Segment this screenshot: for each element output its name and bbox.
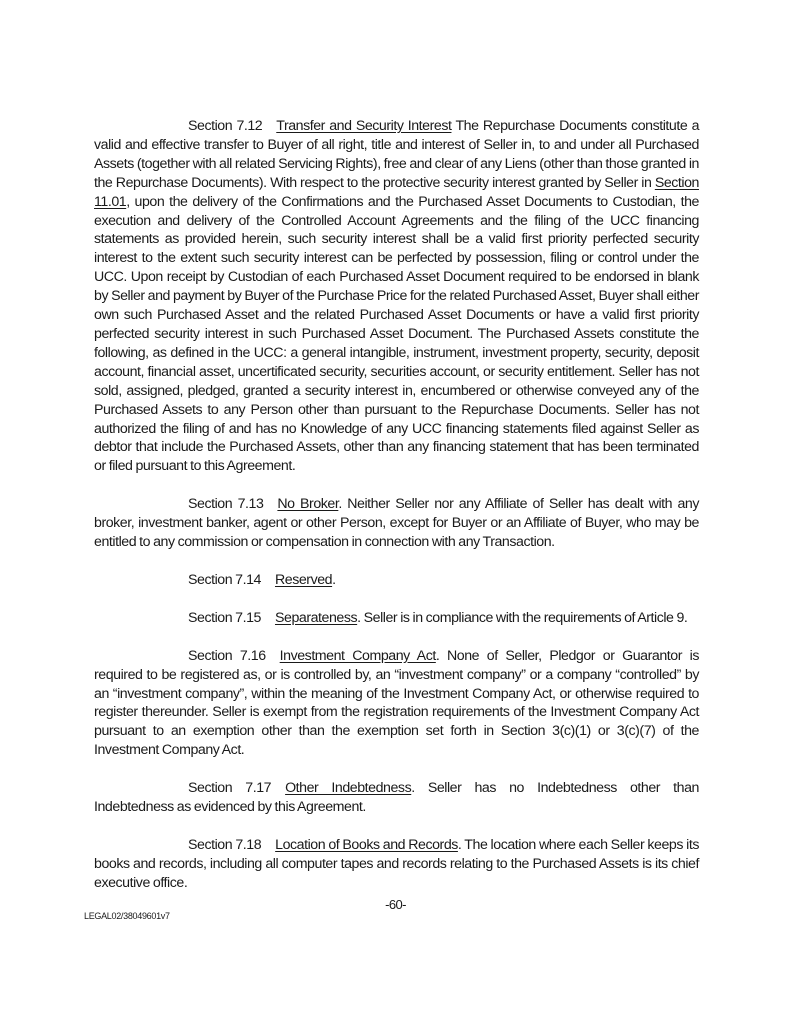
page-number: -60-	[385, 897, 406, 912]
section-text: . Neither Seller nor any Affiliate of Seller has dealt with any broker, investment banker, agent or other Person, except for Buyer or an Affiliate of Buyer, who may be entitled to any commission or compensation in connection with any Transaction.	[94, 496, 699, 551]
section-text: The Repurchase Documents constitute a valid and effective transfer to Buyer of all right, title and interest of Seller in, to and under all Purchased Assets (together with all related Servicing Rights), free and clear of any Liens (other than those granted in the Repurchase Documents). With respect to the protective security interest granted by Seller in	[94, 118, 700, 191]
section-number: Section 7.14	[188, 571, 261, 588]
section-7-13	[94, 495, 699, 552]
section-7-14	[94, 571, 699, 590]
section-heading: No Broker	[277, 496, 339, 513]
section-heading: Transfer and Security Interest	[276, 118, 452, 134]
section-number: Section 7.18	[188, 837, 262, 853]
section-number: Section 7.13	[188, 496, 264, 513]
section-number: Section 7.17	[188, 780, 272, 797]
section-text: . Seller is in compliance with the requirements of Article 9.	[357, 609, 688, 626]
section-text: , upon the delivery of the Confirmations and the Purchased Asset Documents to Custodian, the execution and delivery of the Controlled Account Agreements and the filing of the UCC financing statements as provided herein, such security interest shall be a valid first priority perfected security interest to the extent such security interest can be perfected by possession, filing or control under the UCC. Upon receipt by Custodian of each Purchased Asset Document required to be endorsed in blank by Seller and payment by Buyer of the Purchase Price for the related Purchased Asset, Buyer shall either own such Purchased Asset and the related Purchased Asset Documents or have a valid first priority perfected security interest in such Purchased Asset Document. The Purchased Assets constitute the following, as defined in the UCC: a general intangible, instrument, investment property, security, deposit account, financial asset, uncertificated security, securities account, or security entitlement. Seller has not sold, assigned, pledged, granted a security interest in, encumbered or otherwise conveyed any of the Purchased Assets to any Person other than pursuant to the Repurchase Documents. Seller has not authorized the filing of and has no Knowledge of any UCC financing statements filed against Seller as debtor that include the Purchased Assets, other than any financing statement that has been terminated or filed pursuant to this Agreement.	[94, 193, 699, 475]
section-cross-reference: Section 11.01	[94, 174, 699, 210]
section-number: Section 7.12	[188, 118, 263, 134]
section-number: Section 7.15	[188, 609, 261, 626]
section-7-15	[94, 609, 699, 628]
section-heading: Separateness	[274, 609, 358, 626]
section-heading: Location of Books and Records	[275, 837, 458, 853]
section-text: .	[332, 571, 336, 588]
section-7-12	[94, 117, 699, 476]
document-id-footer: LEGAL02/38049601v7	[84, 911, 170, 921]
section-heading: Other Indebtedness	[285, 780, 412, 797]
section-heading: Reserved	[274, 571, 333, 588]
section-heading: Investment Company Act	[279, 647, 436, 664]
section-number: Section 7.16	[188, 647, 266, 664]
section-7-16	[94, 647, 699, 760]
section-7-18	[94, 836, 699, 893]
section-text: . The location where each Seller keeps its books and records, including all computer tapes and records relating to the Purchased Assets is its chief executive office.	[94, 837, 700, 891]
section-text: . Seller has no Indebtedness other than Indebtedness as evidenced by this Agreement.	[94, 780, 699, 816]
document-body	[94, 117, 699, 912]
section-text: . None of Seller, Pledgor or Guarantor is required to be registered as, or is controlled by, an “investment company” or a company “controlled” by an “investment company”, within the meaning of the Investment Company Act, or otherwise required to register thereunder. Seller is exempt from the registration requirements of the Investment Company Act pursuant to an exemption other than the exemption set forth in Section 3(c)(1) or 3(c)(7) of the Investment Company Act.	[94, 647, 699, 759]
section-7-17	[94, 779, 699, 817]
